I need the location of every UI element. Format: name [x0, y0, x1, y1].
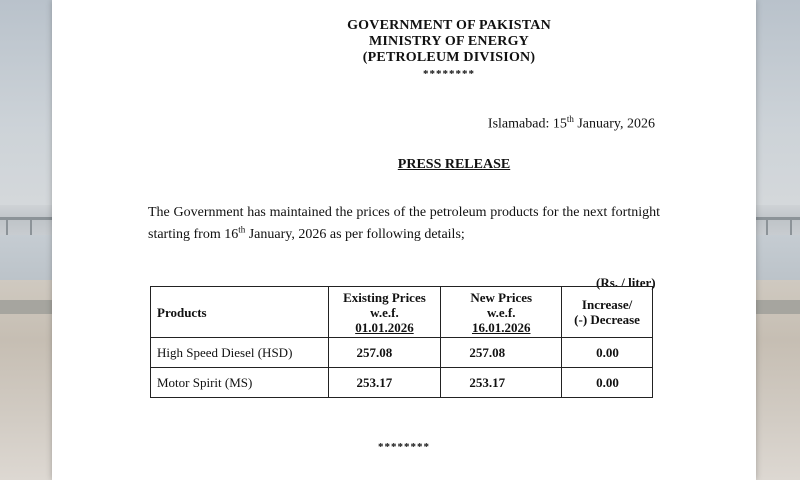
row-new-price: 253.17 — [441, 368, 562, 398]
dateline-place: Islamabad: 15 — [487, 116, 567, 132]
header-new-date: 16.01.2026 — [471, 319, 531, 335]
price-table — [150, 286, 653, 398]
document-title: PRESS RELEASE — [397, 157, 511, 172]
body-part2: January, 2026 as per following details; — [245, 227, 465, 242]
header-existing-title: Existing Prices — [343, 289, 426, 305]
header-existing-prices — [328, 287, 441, 338]
header-change-line1: Increase/ — [581, 297, 633, 312]
press-release-document — [52, 0, 756, 480]
background-left — [0, 0, 52, 480]
body-ordinal: th — [238, 224, 246, 235]
header-existing-wef: w.e.f. — [370, 304, 399, 320]
footer-stars-divider: ******** — [378, 441, 430, 453]
table-row — [151, 368, 653, 398]
row-existing-price: 253.17 — [328, 368, 441, 398]
header-existing-date: 01.01.2026 — [355, 319, 414, 335]
body-part1: The Government has maintained the prices of the petroleum products for the next fortnight starting from 16 — [148, 205, 660, 242]
row-change: 0.00 — [562, 338, 653, 368]
header-new-title: New Prices — [470, 289, 533, 305]
body-paragraph — [148, 202, 660, 246]
header-new-prices — [441, 287, 562, 338]
table-row — [151, 338, 653, 368]
row-new-price: 257.08 — [441, 338, 562, 368]
row-product: High Speed Diesel (HSD) — [151, 338, 329, 368]
units-label: (Rs. / liter) — [596, 275, 656, 290]
header-products: Products — [151, 287, 329, 338]
header-change-line2: (-) Decrease — [574, 312, 640, 327]
header-government: GOVERNMENT OF PAKISTAN — [347, 18, 551, 33]
header-division: (PETROLEUM DIVISION) — [362, 50, 536, 65]
header-ministry: MINISTRY OF ENERGY — [369, 34, 529, 49]
dateline-ordinal: th — [566, 114, 574, 124]
table-header-row — [151, 287, 653, 338]
row-change: 0.00 — [562, 368, 653, 398]
row-existing-price: 257.08 — [328, 338, 441, 368]
dateline-date: January, 2026 — [573, 116, 655, 132]
dateline — [488, 114, 655, 133]
header-new-wef: w.e.f. — [486, 304, 516, 320]
row-product: Motor Spirit (MS) — [151, 368, 329, 398]
header-change — [562, 287, 653, 338]
header-stars-divider: ******** — [423, 68, 475, 80]
